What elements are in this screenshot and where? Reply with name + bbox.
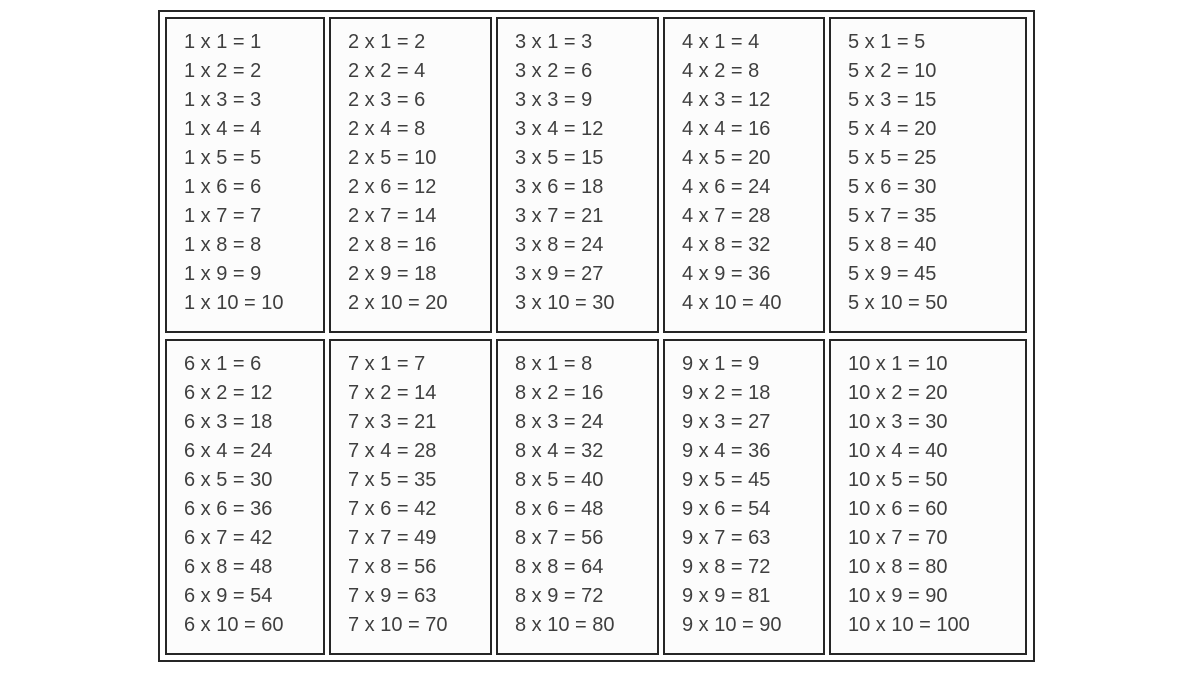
equation: 3 x 4 = 12 <box>515 118 604 140</box>
equation: 5 x 5 = 25 <box>848 147 937 169</box>
multiplication-grid <box>160 12 1033 660</box>
equation: 6 x 1 = 6 <box>184 353 262 375</box>
equation: 1 x 8 = 8 <box>184 234 262 256</box>
equation: 1 x 3 = 3 <box>184 89 262 111</box>
equation: 10 x 8 = 80 <box>848 556 948 578</box>
times-table-card-5 <box>829 17 1027 333</box>
equation: 6 x 3 = 18 <box>184 411 273 433</box>
equation: 10 x 10 = 100 <box>848 614 970 636</box>
equation: 4 x 1 = 4 <box>682 31 760 53</box>
equation: 7 x 9 = 63 <box>348 585 437 607</box>
equation: 3 x 6 = 18 <box>515 176 604 198</box>
equation: 9 x 3 = 27 <box>682 411 771 433</box>
equation: 2 x 7 = 14 <box>348 205 437 227</box>
equation: 10 x 9 = 90 <box>848 585 948 607</box>
equation: 6 x 5 = 30 <box>184 469 273 491</box>
equation: 4 x 9 = 36 <box>682 263 771 285</box>
equation: 10 x 3 = 30 <box>848 411 948 433</box>
equation: 8 x 2 = 16 <box>515 382 604 404</box>
equation: 4 x 5 = 20 <box>682 147 771 169</box>
equation: 4 x 6 = 24 <box>682 176 771 198</box>
equation: 9 x 4 = 36 <box>682 440 771 462</box>
equation: 8 x 9 = 72 <box>515 585 604 607</box>
equation: 4 x 7 = 28 <box>682 205 771 227</box>
equation: 1 x 10 = 10 <box>184 292 284 314</box>
equation: 5 x 2 = 10 <box>848 60 937 82</box>
equation: 8 x 7 = 56 <box>515 527 604 549</box>
equation: 6 x 9 = 54 <box>184 585 273 607</box>
times-table-card-3 <box>496 17 659 333</box>
equation: 1 x 1 = 1 <box>184 31 262 53</box>
times-table-card-10 <box>829 339 1027 655</box>
equation: 4 x 8 = 32 <box>682 234 771 256</box>
equation: 5 x 9 = 45 <box>848 263 937 285</box>
equation: 7 x 4 = 28 <box>348 440 437 462</box>
equation: 4 x 3 = 12 <box>682 89 771 111</box>
equation: 6 x 10 = 60 <box>184 614 284 636</box>
equation: 8 x 4 = 32 <box>515 440 604 462</box>
equation: 6 x 7 = 42 <box>184 527 273 549</box>
equation: 5 x 1 = 5 <box>848 31 926 53</box>
equation: 4 x 4 = 16 <box>682 118 771 140</box>
equation: 9 x 2 = 18 <box>682 382 771 404</box>
equation: 10 x 5 = 50 <box>848 469 948 491</box>
equation: 7 x 8 = 56 <box>348 556 437 578</box>
equation: 10 x 6 = 60 <box>848 498 948 520</box>
equation: 4 x 10 = 40 <box>682 292 782 314</box>
equation: 9 x 9 = 81 <box>682 585 771 607</box>
equation: 2 x 10 = 20 <box>348 292 448 314</box>
equation: 1 x 7 = 7 <box>184 205 262 227</box>
equation: 1 x 5 = 5 <box>184 147 262 169</box>
equation: 8 x 8 = 64 <box>515 556 604 578</box>
equation: 2 x 5 = 10 <box>348 147 437 169</box>
equation: 6 x 6 = 36 <box>184 498 273 520</box>
equation: 9 x 7 = 63 <box>682 527 771 549</box>
equation: 10 x 1 = 10 <box>848 353 948 375</box>
equation: 5 x 7 = 35 <box>848 205 937 227</box>
equation: 6 x 4 = 24 <box>184 440 273 462</box>
equation: 1 x 9 = 9 <box>184 263 262 285</box>
equation: 3 x 8 = 24 <box>515 234 604 256</box>
equation: 1 x 6 = 6 <box>184 176 262 198</box>
equation: 2 x 8 = 16 <box>348 234 437 256</box>
equation: 8 x 1 = 8 <box>515 353 593 375</box>
equation: 8 x 6 = 48 <box>515 498 604 520</box>
equation: 5 x 3 = 15 <box>848 89 937 111</box>
equation: 10 x 2 = 20 <box>848 382 948 404</box>
equation: 2 x 1 = 2 <box>348 31 426 53</box>
times-table-card-7 <box>329 339 492 655</box>
multiplication-chart-frame <box>158 10 1035 662</box>
equation: 8 x 5 = 40 <box>515 469 604 491</box>
times-table-card-2 <box>329 17 492 333</box>
equation: 5 x 6 = 30 <box>848 176 937 198</box>
equation: 3 x 10 = 30 <box>515 292 615 314</box>
equation: 9 x 6 = 54 <box>682 498 771 520</box>
equation: 3 x 9 = 27 <box>515 263 604 285</box>
equation: 1 x 2 = 2 <box>184 60 262 82</box>
times-table-card-6 <box>165 339 325 655</box>
equation: 9 x 5 = 45 <box>682 469 771 491</box>
equation: 7 x 3 = 21 <box>348 411 437 433</box>
equation: 10 x 4 = 40 <box>848 440 948 462</box>
equation: 3 x 3 = 9 <box>515 89 593 111</box>
equation: 5 x 10 = 50 <box>848 292 948 314</box>
equation: 1 x 4 = 4 <box>184 118 262 140</box>
equation: 8 x 10 = 80 <box>515 614 615 636</box>
equation: 3 x 7 = 21 <box>515 205 604 227</box>
equation: 3 x 1 = 3 <box>515 31 593 53</box>
equation: 2 x 9 = 18 <box>348 263 437 285</box>
equation: 9 x 1 = 9 <box>682 353 760 375</box>
equation: 2 x 2 = 4 <box>348 60 426 82</box>
equation: 6 x 8 = 48 <box>184 556 273 578</box>
equation: 2 x 3 = 6 <box>348 89 426 111</box>
equation: 6 x 2 = 12 <box>184 382 273 404</box>
equation: 8 x 3 = 24 <box>515 411 604 433</box>
equation: 7 x 7 = 49 <box>348 527 437 549</box>
equation: 5 x 4 = 20 <box>848 118 937 140</box>
times-table-card-4 <box>663 17 825 333</box>
times-table-card-1 <box>165 17 325 333</box>
equation: 3 x 5 = 15 <box>515 147 604 169</box>
equation: 10 x 7 = 70 <box>848 527 948 549</box>
equation: 9 x 8 = 72 <box>682 556 771 578</box>
equation: 7 x 1 = 7 <box>348 353 426 375</box>
equation: 2 x 6 = 12 <box>348 176 437 198</box>
equation: 9 x 10 = 90 <box>682 614 782 636</box>
equation: 3 x 2 = 6 <box>515 60 593 82</box>
equation: 7 x 2 = 14 <box>348 382 437 404</box>
equation: 5 x 8 = 40 <box>848 234 937 256</box>
equation: 7 x 5 = 35 <box>348 469 437 491</box>
times-table-card-8 <box>496 339 659 655</box>
times-table-card-9 <box>663 339 825 655</box>
equation: 7 x 10 = 70 <box>348 614 448 636</box>
equation: 2 x 4 = 8 <box>348 118 426 140</box>
equation: 4 x 2 = 8 <box>682 60 760 82</box>
equation: 7 x 6 = 42 <box>348 498 437 520</box>
